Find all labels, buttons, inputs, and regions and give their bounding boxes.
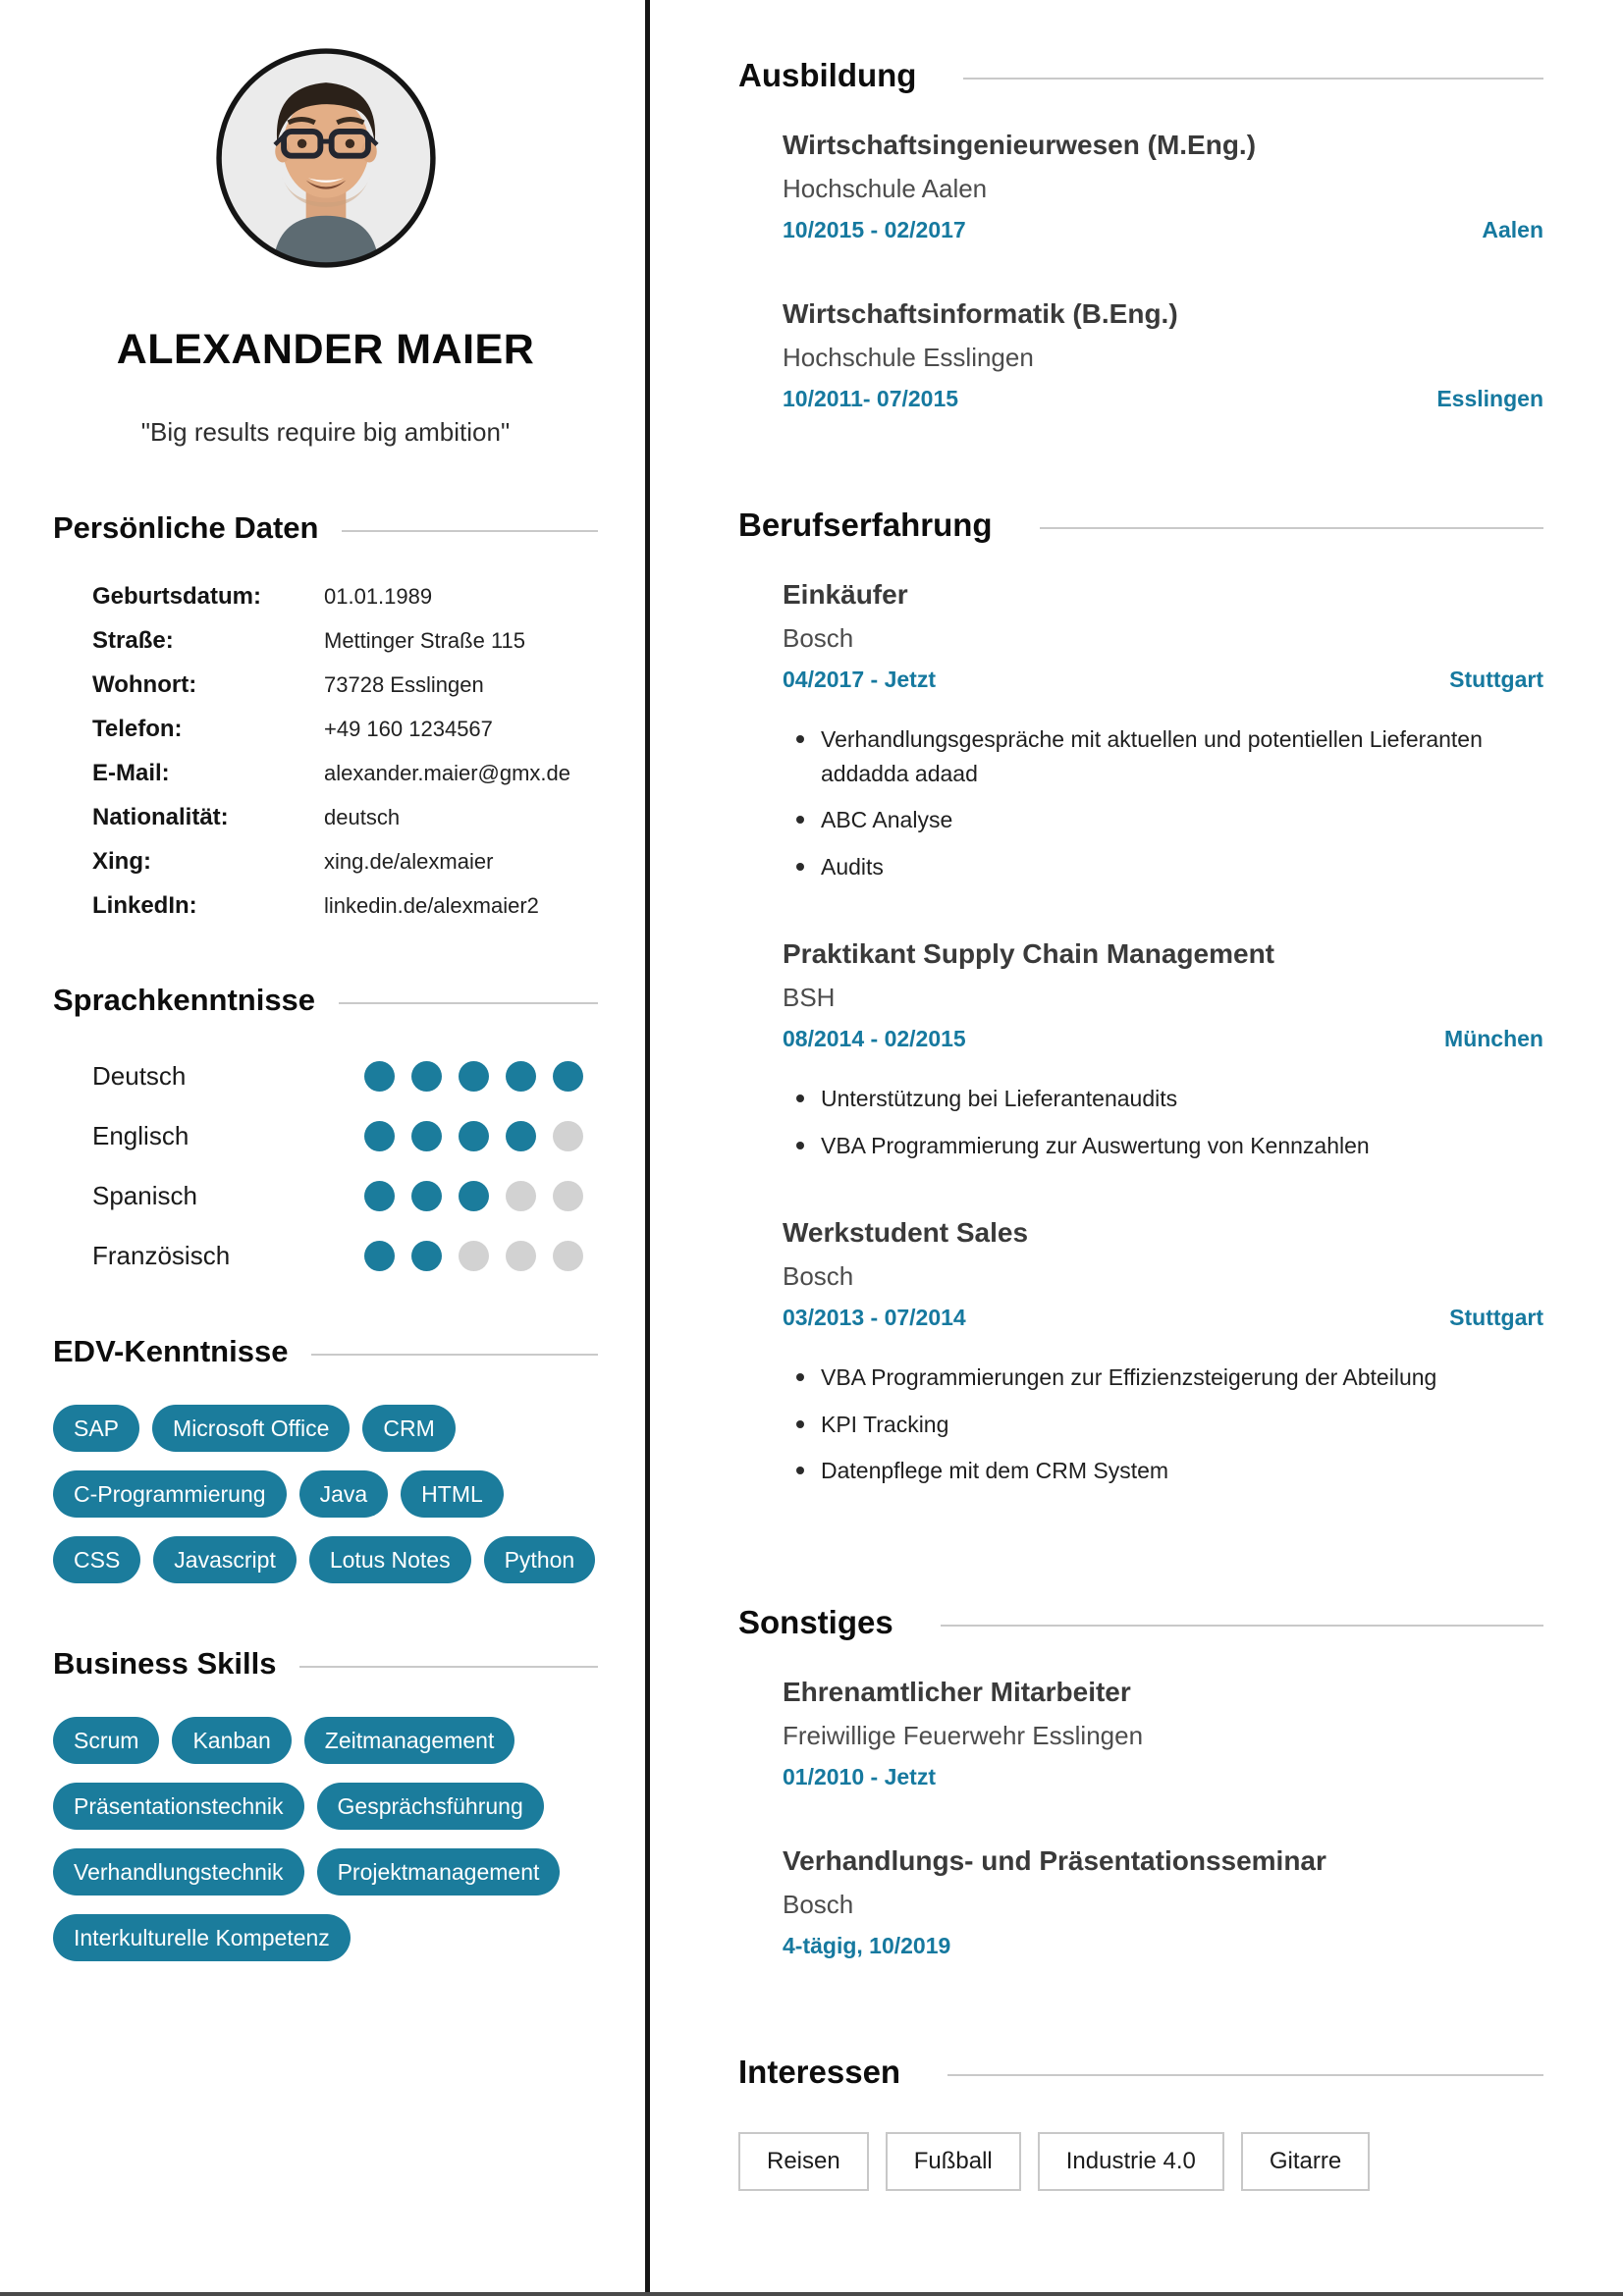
- edv-skill-chip: C-Programmierung: [53, 1470, 287, 1518]
- level-dot: [506, 1181, 536, 1211]
- job-title: Praktikant Supply Chain Management: [783, 938, 1274, 969]
- task-bullet: Audits: [794, 850, 1543, 884]
- activity-title: Verhandlungs- und Präsentationsseminar: [783, 1844, 1326, 1876]
- section-header: [738, 2054, 1543, 2091]
- level-dot: [411, 1061, 442, 1092]
- section-header: [53, 1334, 598, 1369]
- business-skill-chip: Präsentationstechnik: [53, 1783, 304, 1830]
- section-header: [738, 507, 1543, 544]
- language-level-dots: [364, 1241, 583, 1271]
- edv-chip-list: [53, 1405, 598, 1583]
- level-dot: [459, 1061, 489, 1092]
- language-level-dots: [364, 1061, 583, 1092]
- experience-entry: [783, 579, 1543, 883]
- section-business-skills: [53, 1646, 598, 1961]
- personal-data-label: E-Mail:: [92, 760, 170, 786]
- language-name: Deutsch: [92, 1061, 187, 1091]
- personal-data-label: Wohnort:: [92, 671, 197, 698]
- task-bullet: VBA Programmierung zur Auswertung von Kennzahlen: [794, 1129, 1543, 1163]
- task-bullet: VBA Programmierungen zur Effizienzsteigerung der Abteilung: [794, 1361, 1543, 1395]
- header-rule: [299, 1666, 598, 1668]
- task-bullet: KPI Tracking: [794, 1408, 1543, 1442]
- task-bullet: Datenpflege mit dem CRM System: [794, 1454, 1543, 1488]
- activity-title: Ehrenamtlicher Mitarbeiter: [783, 1676, 1131, 1707]
- edv-skill-chip: SAP: [53, 1405, 139, 1452]
- header-rule: [1040, 527, 1543, 529]
- header-rule: [963, 78, 1543, 80]
- business-skill-chip: Interkulturelle Kompetenz: [53, 1914, 351, 1961]
- experience-entry: [783, 1217, 1543, 1488]
- edv-skill-chip: Javascript: [153, 1536, 297, 1583]
- edv-skill-chip: Lotus Notes: [309, 1536, 471, 1583]
- date-range: 08/2014 - 02/2015: [783, 1026, 966, 1051]
- school-name: Hochschule Esslingen: [783, 343, 1034, 372]
- section-interests: [738, 2054, 1543, 2191]
- section-education: [738, 57, 1543, 412]
- language-level-dots: [364, 1121, 583, 1151]
- section-personal-data: [53, 510, 598, 920]
- level-dot: [506, 1241, 536, 1271]
- language-level-dots: [364, 1181, 583, 1211]
- personal-data-label: Straße:: [92, 627, 174, 654]
- business-skill-chip: Kanban: [172, 1717, 291, 1764]
- edv-skill-chip: Java: [299, 1470, 389, 1518]
- date-range: 10/2011- 07/2015: [783, 386, 959, 411]
- section-header: [738, 1604, 1543, 1641]
- level-dot: [459, 1241, 489, 1271]
- language-row: [92, 1121, 598, 1151]
- business-skill-chip: Scrum: [53, 1717, 159, 1764]
- section-header: [53, 983, 598, 1018]
- level-dot: [553, 1181, 583, 1211]
- interest-item: Industrie 4.0: [1038, 2132, 1224, 2191]
- misc-entry: [783, 1845, 1543, 1959]
- candidate-name: ALEXANDER MAIER: [116, 326, 535, 373]
- personal-data-value: Mettinger Straße 115: [324, 628, 526, 653]
- date-range: 4-tägig, 10/2019: [783, 1932, 951, 1958]
- task-bullet-list: [794, 722, 1543, 883]
- edv-skill-chip: Python: [484, 1536, 596, 1583]
- personal-data-value: linkedin.de/alexmaier2: [324, 893, 539, 918]
- entry-meta: [783, 1933, 1543, 1959]
- section-title: Berufserfahrung: [738, 507, 993, 543]
- personal-data-row: [92, 760, 598, 787]
- job-title: Einkäufer: [783, 579, 908, 610]
- personal-data-value: +49 160 1234567: [324, 717, 493, 741]
- task-bullet-list: [794, 1361, 1543, 1488]
- degree-title: Wirtschaftsingenieurwesen (M.Eng.): [783, 130, 1257, 160]
- experience-entry-list: [738, 579, 1543, 1488]
- education-entry: [783, 130, 1543, 243]
- experience-entry: [783, 938, 1543, 1162]
- section-header: [53, 1646, 598, 1682]
- language-list: [92, 1061, 598, 1271]
- header-rule: [947, 2074, 1543, 2076]
- edv-skill-chip: Microsoft Office: [152, 1405, 350, 1452]
- entry-meta: [783, 667, 1543, 693]
- personal-data-row: [92, 804, 598, 831]
- left-column: [0, 0, 645, 2292]
- header-rule: [342, 530, 598, 532]
- task-bullet-list: [794, 1082, 1543, 1162]
- degree-title: Wirtschaftsinformatik (B.Eng.): [783, 298, 1178, 329]
- business-skill-chip: Gesprächsführung: [317, 1783, 544, 1830]
- language-row: [92, 1181, 598, 1211]
- level-dot: [411, 1121, 442, 1151]
- section-title: Ausbildung: [738, 57, 917, 93]
- level-dot: [364, 1181, 395, 1211]
- personal-data-row: [92, 627, 598, 655]
- language-row: [92, 1061, 598, 1092]
- level-dot: [411, 1181, 442, 1211]
- personal-data-row: [92, 716, 598, 743]
- task-bullet: Unterstützung bei Lieferantenaudits: [794, 1082, 1543, 1116]
- quote-text: "Big results require big ambition": [140, 417, 511, 447]
- level-dot: [553, 1241, 583, 1271]
- personal-data-value: 01.01.1989: [324, 584, 433, 609]
- company-name: Bosch: [783, 1261, 854, 1291]
- section-title: Sonstiges: [738, 1603, 893, 1640]
- section-header: [53, 510, 598, 546]
- personal-data-label: Nationalität:: [92, 804, 229, 830]
- language-name: Französisch: [92, 1241, 231, 1270]
- level-dot: [459, 1121, 489, 1151]
- section-title: Business Skills: [53, 1646, 277, 1681]
- location-label: Esslingen: [1436, 386, 1543, 411]
- personal-data-value: deutsch: [324, 805, 401, 829]
- interest-item: Reisen: [738, 2132, 869, 2191]
- section-languages: [53, 983, 598, 1271]
- location-label: Stuttgart: [1449, 667, 1543, 692]
- interest-list: [738, 2132, 1543, 2191]
- task-bullet: Verhandlungsgespräche mit aktuellen und potentiellen Lieferanten addadda adaad: [794, 722, 1543, 790]
- date-range: 04/2017 - Jetzt: [783, 667, 936, 692]
- language-name: Englisch: [92, 1121, 189, 1150]
- job-title: Werkstudent Sales: [783, 1217, 1029, 1248]
- section-title: EDV-Kenntnisse: [53, 1334, 289, 1368]
- task-bullet: ABC Analyse: [794, 803, 1543, 837]
- level-dot: [364, 1241, 395, 1271]
- misc-entry: [783, 1677, 1543, 1790]
- personal-data-value: 73728 Esslingen: [324, 672, 484, 697]
- school-name: Hochschule Aalen: [783, 174, 988, 203]
- header-rule: [339, 1002, 598, 1004]
- education-entry-list: [738, 130, 1543, 412]
- business-skill-chip: Verhandlungstechnik: [53, 1848, 304, 1896]
- personal-data-label: Xing:: [92, 848, 151, 875]
- personal-data-row: [92, 583, 598, 611]
- level-dot: [411, 1241, 442, 1271]
- edv-skill-chip: CRM: [362, 1405, 455, 1452]
- language-name: Spanisch: [92, 1181, 197, 1210]
- section-edv-skills: [53, 1334, 598, 1583]
- organization-name: Freiwillige Feuerwehr Esslingen: [783, 1720, 1144, 1750]
- location-label: Stuttgart: [1449, 1305, 1543, 1330]
- entry-meta: [783, 1764, 1543, 1790]
- level-dot: [364, 1121, 395, 1151]
- level-dot: [553, 1061, 583, 1092]
- entry-meta: [783, 217, 1543, 243]
- business-skill-chip: Zeitmanagement: [304, 1717, 515, 1764]
- section-header: [738, 57, 1543, 94]
- personal-data-row: [92, 671, 598, 699]
- level-dot: [364, 1061, 395, 1092]
- interest-item: Fußball: [886, 2132, 1021, 2191]
- location-label: Aalen: [1482, 217, 1543, 242]
- organization-name: Bosch: [783, 1889, 854, 1919]
- misc-entry-list: [738, 1677, 1543, 1959]
- entry-meta: [783, 1305, 1543, 1331]
- avatar: [215, 47, 437, 269]
- location-label: München: [1444, 1026, 1543, 1051]
- header-rule: [941, 1625, 1543, 1627]
- date-range: 03/2013 - 07/2014: [783, 1305, 966, 1330]
- date-range: 10/2015 - 02/2017: [783, 217, 966, 242]
- section-title: Sprachkenntnisse: [53, 983, 316, 1017]
- portrait-photo-icon: [215, 47, 437, 269]
- company-name: BSH: [783, 983, 836, 1012]
- edv-skill-chip: CSS: [53, 1536, 140, 1583]
- entry-meta: [783, 1026, 1543, 1052]
- section-title: Interessen: [738, 2053, 901, 2090]
- level-dot: [459, 1181, 489, 1211]
- personal-data-row: [92, 892, 598, 920]
- business-skill-chip: Projektmanagement: [317, 1848, 561, 1896]
- level-dot: [506, 1121, 536, 1151]
- interest-item: Gitarre: [1241, 2132, 1370, 2191]
- edv-skill-chip: HTML: [401, 1470, 504, 1518]
- company-name: Bosch: [783, 623, 854, 653]
- entry-meta: [783, 386, 1543, 412]
- personal-data-value: xing.de/alexmaier: [324, 849, 494, 874]
- date-range: 01/2010 - Jetzt: [783, 1763, 936, 1789]
- right-column: [650, 0, 1623, 2292]
- level-dot: [506, 1061, 536, 1092]
- education-entry: [783, 298, 1543, 412]
- level-dot: [553, 1121, 583, 1151]
- section-misc: [738, 1604, 1543, 1959]
- language-row: [92, 1241, 598, 1271]
- personal-data-row: [92, 848, 598, 876]
- section-experience: [738, 507, 1543, 1488]
- personal-data-value: alexander.maier@gmx.de: [324, 761, 571, 785]
- personal-data-label: LinkedIn:: [92, 892, 197, 919]
- personal-data-label: Geburtsdatum:: [92, 583, 262, 610]
- personal-data-list: [92, 583, 598, 920]
- header-rule: [311, 1354, 598, 1356]
- business-chip-list: [53, 1717, 598, 1961]
- personal-data-label: Telefon:: [92, 716, 183, 742]
- section-title: Persönliche Daten: [53, 510, 319, 545]
